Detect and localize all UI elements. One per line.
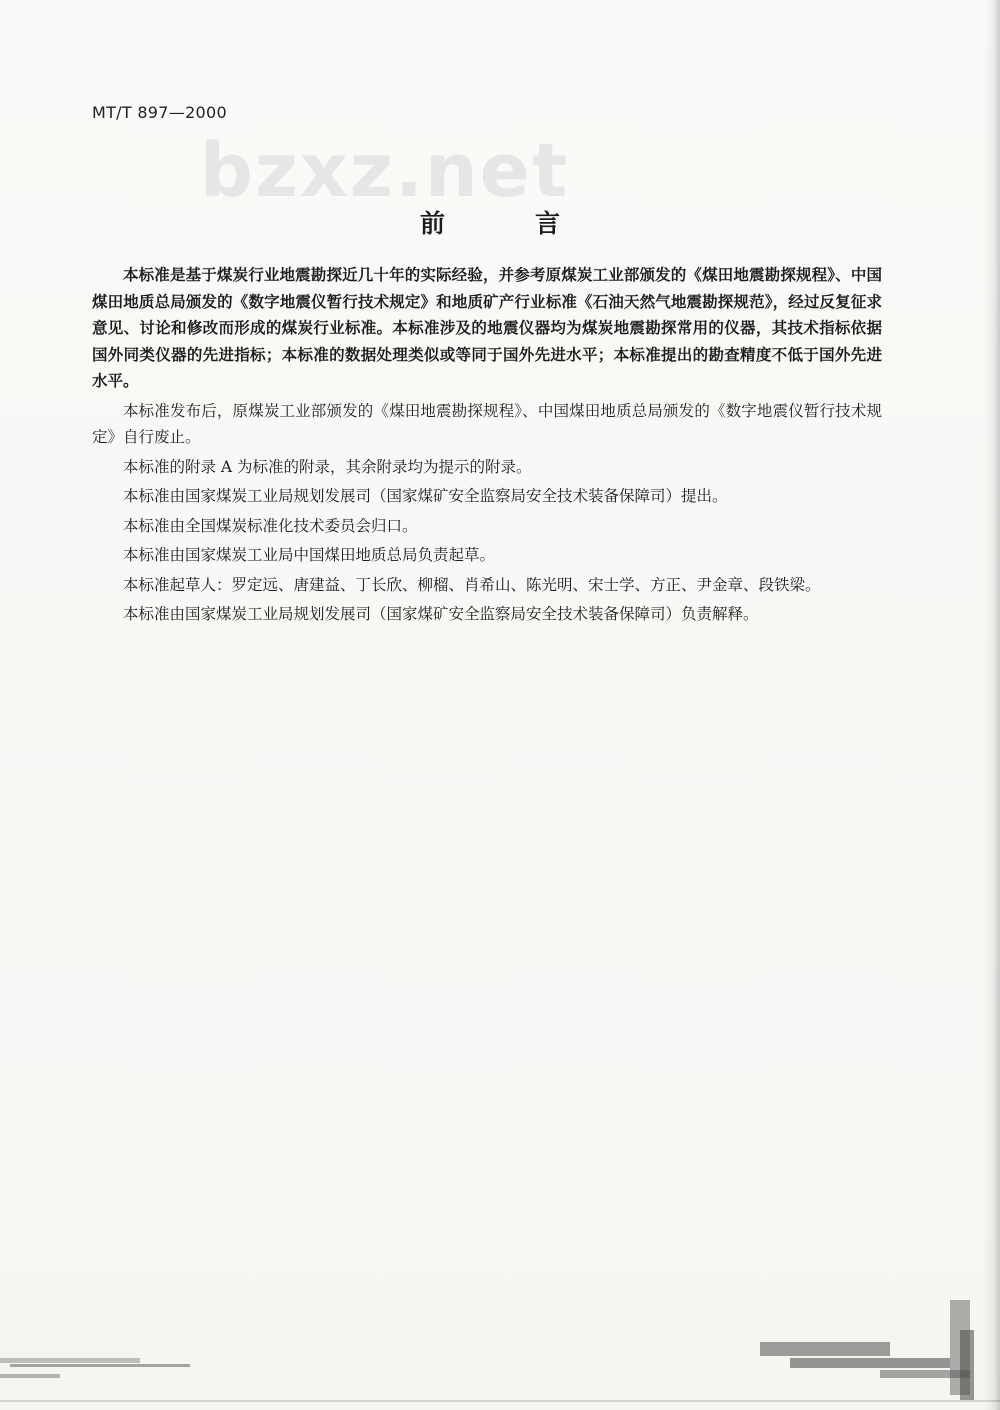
title-char-2: 言	[534, 209, 560, 238]
scan-noise	[0, 1300, 1000, 1410]
title-char-1: 前	[420, 209, 446, 238]
paragraph-5: 本标准由全国煤炭标准化技术委员会归口。	[123, 516, 418, 535]
document-code: MT/T 897—2000	[92, 103, 227, 122]
watermark: bzxz.net	[200, 128, 570, 214]
paragraph-2: 本标准发布后，原煤炭工业部颁发的《煤田地震勘探规程》、中国煤田地质总局颁发的《数字地震仪暂行技术规定》自行废止。	[92, 401, 882, 446]
scan-edge-shadow	[984, 0, 1000, 1410]
page-title	[420, 204, 560, 240]
paragraph-6: 本标准由国家煤炭工业局中国煤田地质总局负责起草。	[123, 546, 496, 564]
paragraph-8: 本标准由国家煤炭工业局规划发展司（国家煤矿安全监察局安全技术装备保障司）负责解释。	[123, 605, 759, 623]
foreword-body	[92, 262, 882, 631]
paragraph-4: 本标准由国家煤炭工业局规划发展司（国家煤矿安全监察局安全技术装备保障司）提出。	[123, 487, 728, 505]
paragraph-7: 本标准起草人：罗定远、唐建益、丁长欣、柳榴、肖希山、陈光明、宋士学、方正、尹金章、段铁梁。	[123, 575, 821, 594]
paragraph-1: 本标准是基于煤炭行业地震勘探近几十年的实际经验，并参考原煤炭工业部颁发的《煤田地震勘探规程》、中国煤田地质总局颁发的《数字地震仪暂行技术规定》和地质矿产行业标准《石油天然气地震勘探规范》，经过反复征求意见、讨论和修改而形成的煤炭行业标准。本标准涉及的地震仪器均为煤炭地震勘探常用的仪器，其技术指标依据国外同类仪器的先进指标；本标准的数据处理类似或等同于国外先进水平；本标准提出的勘查精度不低于国外先进水平。	[92, 265, 882, 390]
paragraph-3: 本标准的附录 A 为标准的附录，其余附录均为提示的附录。	[123, 457, 532, 476]
